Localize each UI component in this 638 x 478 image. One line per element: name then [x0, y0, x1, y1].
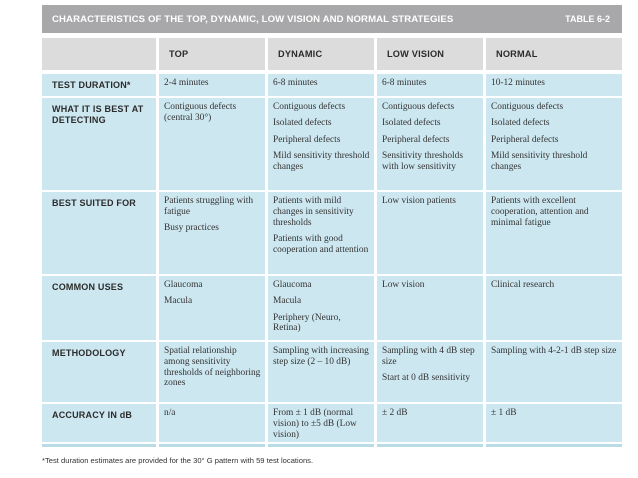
column-header: TOP: [159, 38, 265, 70]
table-cell: [268, 98, 374, 190]
cell-line: Busy practices: [164, 223, 219, 234]
cell-line: ± 1 dB: [491, 408, 517, 418]
cell-line: Patients struggling with fatigue: [164, 196, 254, 217]
cell-line: Glaucoma: [273, 280, 312, 290]
cell-line: Contiguous defects: [382, 102, 455, 112]
cell-line: Contiguous defects: [273, 102, 346, 112]
cell-line: Low vision: [382, 280, 425, 290]
column-header: NORMAL: [486, 38, 622, 70]
table-cell: [377, 276, 483, 340]
table-cell: [486, 404, 622, 442]
row-label: COMMON USES: [42, 276, 156, 340]
table-cell: [268, 404, 374, 442]
table-cell: [159, 342, 265, 402]
table-bottom-edge: [268, 444, 374, 447]
row-label: TEST DURATION*: [42, 74, 156, 96]
column-header: DYNAMIC: [268, 38, 374, 70]
footnote: *Test duration estimates are provided for the 30° G pattern with 59 test locations.: [42, 456, 314, 465]
cell-line: Mild sensitivity threshold changes: [273, 150, 370, 172]
cell-line: Patients with excellent cooperation, attention and minimal fatigue: [491, 196, 589, 228]
cell-line: Patients with mild changes in sensitivity thresholds: [273, 196, 354, 228]
cell-line: Spatial relationship among sensitivity thresholds of neighboring zones: [164, 346, 261, 389]
table-title-bar: [42, 5, 622, 33]
table-cell: [377, 98, 483, 190]
cell-line: Macula: [164, 296, 193, 307]
table-cell: [377, 404, 483, 442]
cell-line: Contiguous defects: [491, 102, 564, 112]
cell-line: Contiguous defects (central 30°): [164, 102, 237, 123]
cell-line: ± 2 dB: [382, 408, 408, 418]
cell-line: 2-4 minutes: [164, 78, 209, 88]
table-bottom-edge: [159, 444, 265, 447]
table-cell: [268, 342, 374, 402]
table-bottom-edge: [42, 444, 156, 447]
row-label: BEST SUITED FOR: [42, 192, 156, 274]
cell-line: 6-8 minutes: [382, 78, 427, 88]
cell-line: Start at 0 dB sensitivity: [382, 373, 471, 384]
table-cell: [377, 192, 483, 274]
row-label: ACCURACY IN dB: [42, 404, 156, 442]
table-bottom-edge: [377, 444, 483, 447]
table-cell: [377, 342, 483, 402]
cell-line: Peripheral defects: [273, 134, 341, 145]
table-cell: [486, 74, 622, 96]
strategies-table: [42, 5, 622, 447]
cell-line: Isolated defects: [273, 118, 332, 129]
cell-line: From ± 1 dB (normal vision) to ±5 dB (Low vision): [273, 408, 357, 440]
cell-line: Sampling with increasing step size (2 – 10 dB): [273, 346, 369, 367]
cell-line: Sensitivity thresholds with low sensitivity: [382, 150, 463, 172]
table-cell: [486, 342, 622, 402]
table-grid: [42, 38, 622, 447]
cell-line: n/a: [164, 408, 176, 418]
cell-line: 6-8 minutes: [273, 78, 318, 88]
table-cell: [486, 276, 622, 340]
cell-line: Peripheral defects: [382, 134, 450, 145]
cell-line: Mild sensitivity threshold changes: [491, 150, 588, 172]
row-label: WHAT IT IS BEST AT DETECTING: [42, 98, 156, 190]
cell-line: Macula: [273, 296, 302, 307]
table-cell: [159, 404, 265, 442]
cell-line: Sampling with 4 dB step size: [382, 346, 475, 367]
table-cell: [159, 276, 265, 340]
cell-line: Clinical research: [491, 280, 555, 290]
table-cell: [268, 74, 374, 96]
cell-line: Sampling with 4-2-1 dB step size: [491, 346, 617, 356]
table-cell: [159, 192, 265, 274]
table-number: TABLE 6-2: [565, 14, 610, 24]
cell-line: Periphery (Neuro, Retina): [273, 312, 341, 334]
cell-line: Isolated defects: [382, 118, 441, 129]
table-cell: [377, 74, 483, 96]
table-cell: [159, 98, 265, 190]
cell-line: Peripheral defects: [491, 134, 559, 145]
cell-line: Low vision patients: [382, 196, 456, 206]
header-corner: [42, 38, 156, 70]
table-title: CHARACTERISTICS OF THE TOP, DYNAMIC, LOW VISION AND NORMAL STRATEGIES: [52, 13, 454, 25]
cell-line: 10-12 minutes: [491, 78, 545, 88]
table-cell: [486, 192, 622, 274]
cell-line: Glaucoma: [164, 280, 203, 290]
column-header: LOW VISION: [377, 38, 483, 70]
table-bottom-edge: [486, 444, 622, 447]
cell-line: Isolated defects: [491, 118, 550, 129]
table-cell: [268, 192, 374, 274]
table-cell: [486, 98, 622, 190]
row-label: METHODOLOGY: [42, 342, 156, 402]
table-cell: [268, 276, 374, 340]
table-cell: [159, 74, 265, 96]
cell-line: Patients with good cooperation and attention: [273, 233, 369, 255]
